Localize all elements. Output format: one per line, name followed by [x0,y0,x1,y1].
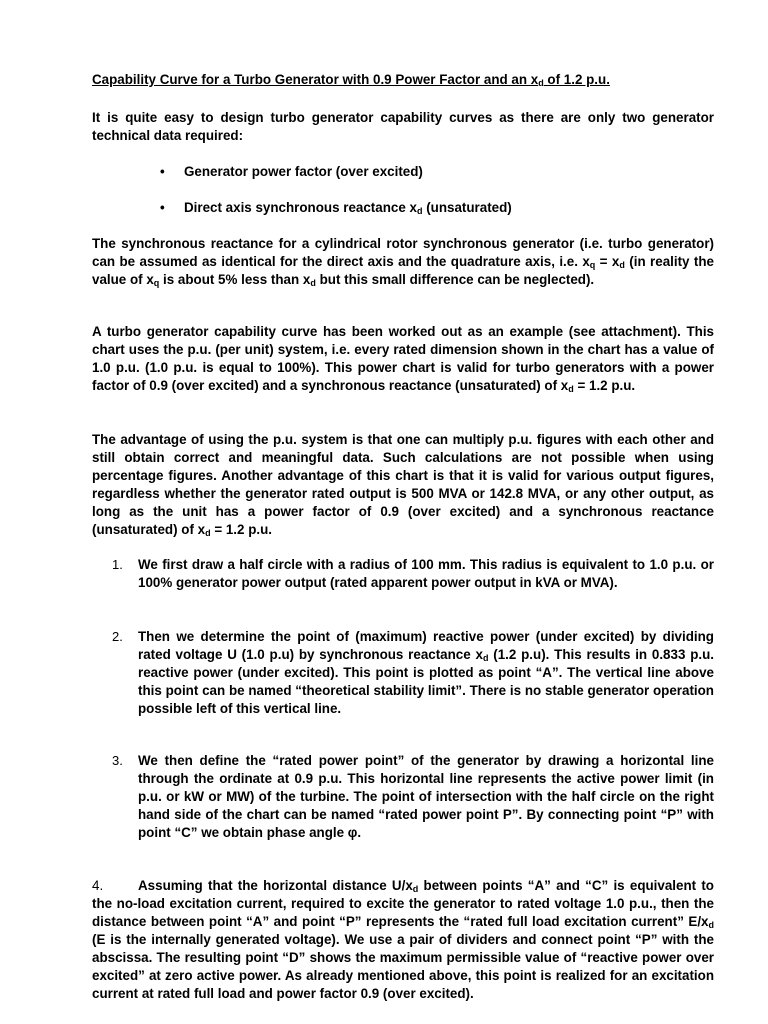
intro-paragraph: It is quite easy to design turbo generator capability curves as there are only two generator technical data required: [92,110,714,143]
list-number: 1. [112,557,123,572]
bullet-icon: • [160,164,165,179]
list-number: 2. [112,629,123,644]
document-page: Capability Curve for a Turbo Generator with 0.9 Power Factor and an $x_d$ of 1.2 p.u. It is quite easy to design turbo generator capability curves as there are only two generator technical data required: • Generator power factor (over excited) • Direct axis synchronous reactance $x_d$ (unsaturated) The synchronous reactance for a cylindrical rotor synchronous generator (i.e. turbo generator) can be assumed as identical for the direct axis and the quadrature axis, i.e. $x_q = x_d$ (in reality the value of $x_q$ is about 5% less than $x_d$ but this small difference can be neglected). A turbo generator capability curve has been worked out as an example (see attachment). This chart uses the p.u. (per unit) system, i.e. every rated dimension shown in the chart has a value of 1.0 p.u. (1.0 p.u. is equal to 100%). This power chart is valid for turbo generators with a power factor of 0.9 (over excited) and a synchronous reactance (unsaturated) of $x_d = 1.2$ p.u. The advantage of using the p.u. system is that one can multiply p.u. figures with each other and still obtain correct and meaningful data. Such calculations are not possible when using percentage figures. Another advantage of this chart is that it is valid for various output figures, regardless whether the generator rated output is 500 MVA or 142.8 MVA, or any other output, as long as the unit has a power factor of 0.9 (over excited) and a synchronous reactance (unsaturated) of $x_d = 1.2$ p.u. 1. We first draw a half circle with a radius of 100 mm. This radius is equivalent to 1.0 p.u. or 100% generator power output (rated apparent power output in kVA or MVA). 2. Then we determine the point of (maximum) reactive power (under excited) by dividing rated voltage U (1.0 p.u) by synchronous reactance $x_d$ (1.2 p.u). This results in 0.833 p.u. reactive power (under excited). This point is plotted as point “A”. The vertical line above this point can be named “theoretical stability limit”. There is no stable generator operation possible left of this vertical line. 3. We then define the “rated power point” of the generator by drawing a horizontal line through the ordinate at 0.9 p.u. This horizontal line represents the active power limit (in p.u. or kW or MW) of the turbine. The point of intersection with the half circle on the right hand side of the chart can be named “rated power point P”. By connecting point “P” with point “C” we obtain phase angle φ. 4. Assuming that the horizontal distance $U/x_d$ between points “A” and “C” is equivalent to the no-load excitation current, required to excite the generator to rated voltage 1.0 p.u., then the distance between point “A” and point “P” represents the “rated full load excitation current” $E/x_d$ (E is the internally generated voltage). We use a pair of dividers and connect point “P” with the abscissa. The resulting point “D” shows the maximum permissible value of “reactive power over excited” at zero active power. As already mentioned above, this point is realized for an excitation current at rated full load and power factor 0.9 (over excited). [92,72,714,1001]
list-item-step-4: 4. Assuming that the horizontal distance $U/x_d$ between points “A” and “C” is equivalent to the no-load excitation current, required to excite the generator to rated voltage 1.0 p.u., then the distance between point “A” and point “P” represents the “rated full load excitation current” $E/x_d$ (E is the internally generated voltage). We use a pair of dividers and connect point “P” with the abscissa. The resulting point “D” shows the maximum permissible value of “reactive power over excited” at zero active power. As already mentioned above, this point is realized for an excitation current at rated full load and power factor 0.9 (over excited). [92,878,714,1001]
document-title: Capability Curve for a Turbo Generator with 0.9 Power Factor and an $x_d$ of 1.2 p.u. [92,72,610,88]
list-number: 3. [112,753,123,768]
capability-curve-paragraph: A turbo generator capability curve has been worked out as an example (see attachment). This chart uses the p.u. (per unit) system, i.e. every rated dimension shown in the chart has a value of 1.0 p.u. (1.0 p.u. is equal to 100%). This power chart is valid for turbo generators with a power factor of 0.9 (over excited) and a synchronous reactance (unsaturated) of $x_d = 1.2$ p.u. [92,324,714,394]
synchronous-reactance-paragraph: The synchronous reactance for a cylindrical rotor synchronous generator (i.e. turbo generator) can be assumed as identical for the direct axis and the quadrature axis, i.e. $x_q = x_d$ (in reality the value of $x_q$ is about 5% less than $x_d$ but this small difference can be neglected). [92,236,714,288]
list-number: 4. [92,878,104,893]
bullet-icon: • [160,200,165,215]
pu-system-paragraph: The advantage of using the p.u. system is that one can multiply p.u. figures with each other and still obtain correct and meaningful data. Such calculations are not possible when using percentage figures. Another advantage of this chart is that it is valid for various output figures, regardless whether the generator rated output is 500 MVA or 142.8 MVA, or any other output, as long as the unit has a power factor of 0.9 (over excited) and a synchronous reactance (unsaturated) of $x_d = 1.2$ p.u. [92,432,714,538]
